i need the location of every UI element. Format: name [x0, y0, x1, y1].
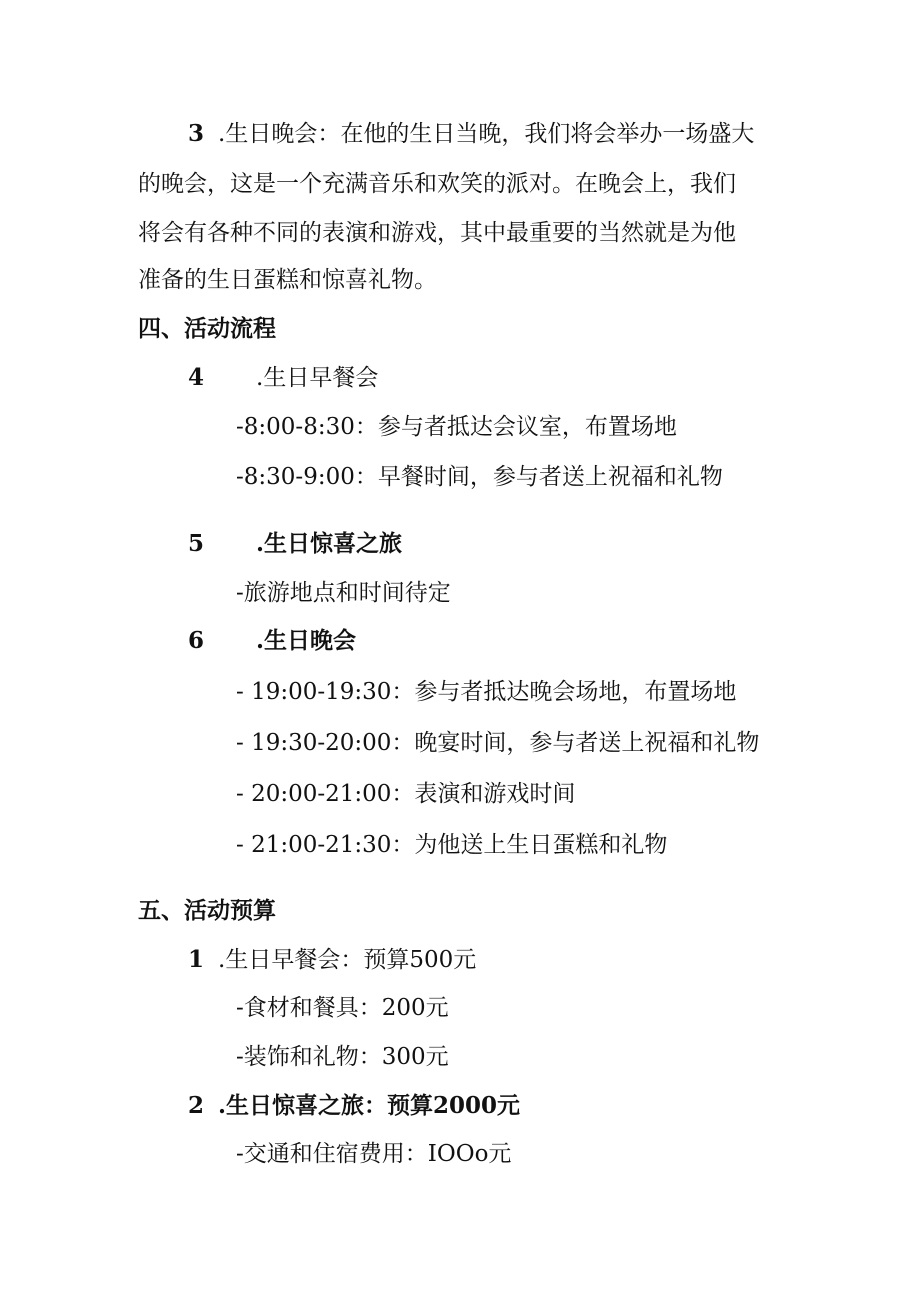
item6-title-line [188, 625, 356, 657]
budget1-detail-1: -食材和餐具：200元 [236, 995, 449, 1021]
budget1-detail-2: -装饰和礼物：300元 [236, 1044, 449, 1070]
para3-line-4: 准备的生日蛋糕和惊喜礼物。 [138, 267, 437, 293]
budget2-detail-1: -交通和住宿费用：IOOo元 [236, 1141, 512, 1167]
item6-detail-3: - 20:00-21:00：表演和游戏时间 [236, 781, 576, 807]
item6-detail-1: - 19:00-19:30：参与者抵达晚会场地，布置场地 [236, 679, 737, 705]
budget2-title-line [188, 1090, 520, 1122]
item6-number: 6 [188, 627, 205, 654]
item4-title: .生日早餐会 [256, 365, 379, 391]
budget1-number: 1 [188, 946, 205, 973]
item5-number: 5 [188, 530, 205, 557]
section4-heading: 四、活动流程 [138, 315, 276, 342]
item5-title: .生日惊喜之旅 [256, 530, 403, 557]
item4-title-line [188, 362, 378, 394]
item4-detail-1: -8:00-8:30：参与者抵达会议室，布置场地 [236, 414, 677, 440]
para3-line-1 [188, 118, 754, 150]
para3-text-1: .生日晚会：在他的生日当晚，我们将会举办一场盛大 [218, 121, 755, 147]
item6-title: .生日晚会 [256, 627, 357, 654]
item4-detail-2: -8:30-9:00：早餐时间，参与者送上祝福和礼物 [236, 464, 723, 490]
budget2-number: 2 [188, 1092, 205, 1119]
item6-detail-2: - 19:30-20:00：晚宴时间，参与者送上祝福和礼物 [236, 730, 760, 756]
item4-number: 4 [188, 364, 205, 391]
item5-detail-1: -旅游地点和时间待定 [236, 580, 451, 606]
section5-heading: 五、活动预算 [138, 897, 276, 924]
para3-line-2: 的晚会，这是一个充满音乐和欢笑的派对。在晚会上，我们 [138, 171, 736, 197]
para3-line-3: 将会有各种不同的表演和游戏，其中最重要的当然就是为他 [138, 220, 736, 246]
item5-title-line [188, 528, 402, 560]
budget1-title: .生日早餐会：预算500元 [218, 947, 477, 973]
para3-number: 3 [188, 120, 205, 147]
budget1-title-line [188, 944, 476, 976]
item6-detail-4: - 21:00-21:30：为他送上生日蛋糕和礼物 [236, 832, 668, 858]
budget2-title: .生日惊喜之旅：预算2000元 [218, 1092, 521, 1119]
